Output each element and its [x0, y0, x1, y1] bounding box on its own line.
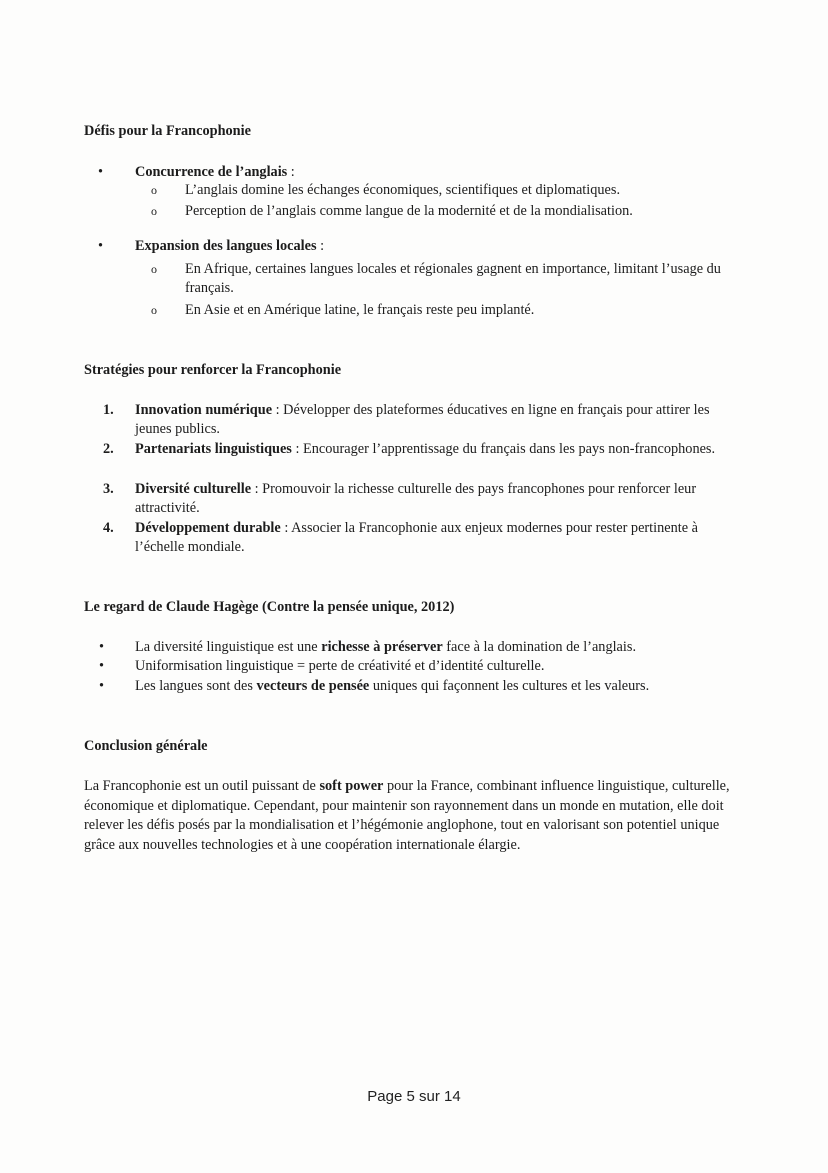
- paragraph-bold: soft power: [319, 778, 384, 794]
- item-text: : Encourager l’apprentissage du français dans les pays non-francophones.: [291, 441, 716, 457]
- item-text: : Développer des plateformes éducatives en ligne en français pour attirer les jeunes publics.: [135, 402, 710, 437]
- item-text: uniques qui façonnent les cultures et les valeurs.: [369, 678, 650, 694]
- item-text: : Associer la Francophonie aux enjeux modernes pour rester pertinente à l’échelle mondiale.: [135, 520, 698, 555]
- circle-bullet-icon: o: [151, 183, 157, 197]
- item-text: En Asie et en Amérique latine, le français reste peu implanté.: [185, 302, 535, 318]
- item-text: Uniformisation linguistique = perte de créativité et d’identité culturelle.: [135, 658, 545, 674]
- item-text: :: [316, 238, 325, 254]
- item-number: 2.: [103, 441, 114, 457]
- item-text: L’anglais domine les échanges économiques, scientifiques et diplomatiques.: [185, 182, 621, 198]
- page-number: Page 5 sur 14: [367, 1088, 461, 1105]
- heading-defis: Défis pour la Francophonie: [84, 123, 251, 139]
- item-text: Perception de l’anglais comme langue de la modernité et de la mondialisation.: [185, 203, 633, 219]
- heading-hagege: Le regard de Claude Hagège (Contre la pensée unique, 2012): [84, 599, 455, 615]
- item-text: Les langues sont des: [135, 678, 257, 694]
- item-bold: Innovation numérique: [135, 402, 273, 418]
- circle-bullet-icon: o: [151, 262, 157, 276]
- item-text: La diversité linguistique est une: [135, 639, 322, 655]
- item-number: 3.: [103, 481, 114, 497]
- bullet-icon: •: [98, 238, 104, 254]
- item-text: :: [287, 164, 295, 180]
- paragraph-text: La Francophonie est un outil puissant de: [84, 778, 320, 794]
- circle-bullet-icon: o: [151, 303, 157, 317]
- conclusion-paragraph: [84, 777, 744, 855]
- bullet-icon: •: [99, 678, 105, 694]
- bullet-icon: •: [98, 164, 104, 180]
- circle-bullet-icon: o: [151, 204, 157, 218]
- paragraph-text: pour la France, combinant influence linguistique, culturelle, économique et diplomatique. Cependant, pour maintenir son rayonnement dans un monde en mutation, elle doit relever les défis posés par la mondialisation et l’hégémonie anglophone, tout en valorisant son potentiel unique grâce aux nouvelles technologies et à une coopération internationale élargie.: [84, 778, 730, 853]
- item-number: 1.: [103, 402, 114, 418]
- heading-strategies: Stratégies pour renforcer la Francophonie: [84, 362, 342, 378]
- item-text: En Afrique, certaines langues locales et régionales gagnent en importance, limitant l’usage du français.: [185, 261, 721, 296]
- item-bold: Diversité culturelle: [135, 481, 252, 497]
- item-bold: vecteurs de pensée: [256, 678, 370, 694]
- bullet-icon: •: [99, 639, 105, 655]
- item-text: face à la domination de l’anglais.: [442, 639, 637, 655]
- item-text: : Promouvoir la richesse culturelle des pays francophones pour renforcer leur attractivité.: [135, 481, 697, 516]
- item-bold: richesse à préserver: [321, 639, 443, 655]
- item-bold: Expansion des langues locales: [135, 238, 317, 254]
- item-bold: Concurrence de l’anglais: [135, 164, 288, 180]
- item-bold: Partenariats linguistiques: [135, 441, 292, 457]
- item-number: 4.: [103, 520, 114, 536]
- item-bold: Développement durable: [135, 520, 281, 536]
- heading-conclusion: Conclusion générale: [84, 738, 208, 754]
- bullet-icon: •: [99, 658, 105, 674]
